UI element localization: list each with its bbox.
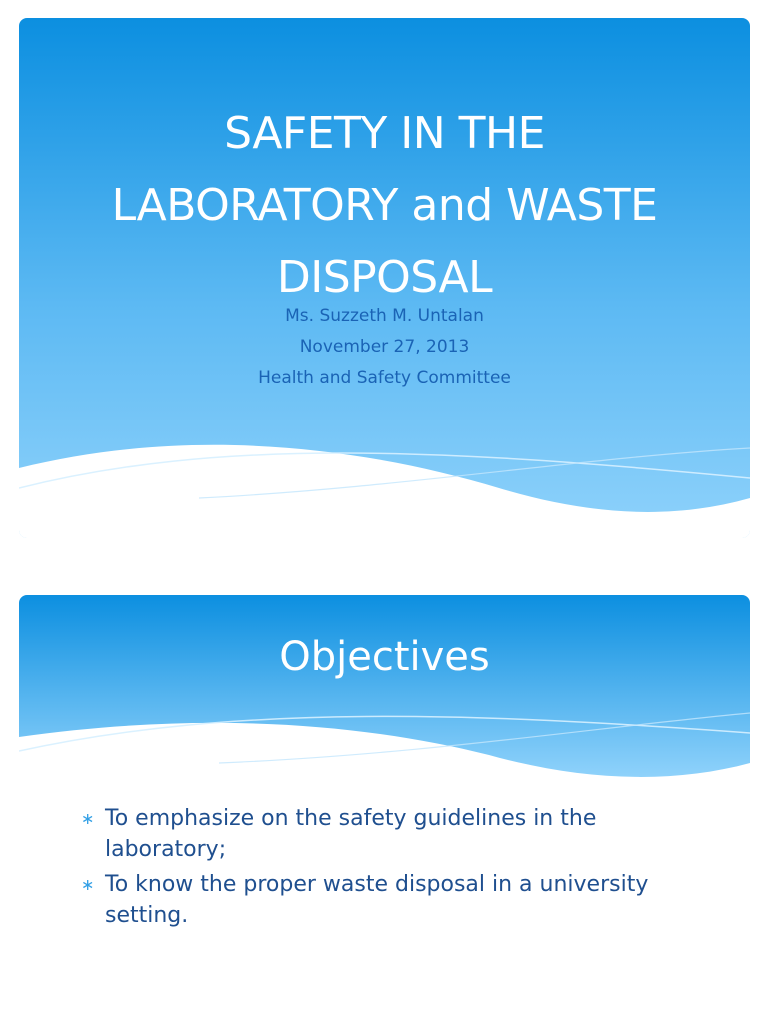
slide-title: Objectives [279,634,490,680]
bullet-line: setting. [105,903,189,928]
list-item [81,869,681,931]
committee-name: Health and Safety Committee [258,368,511,388]
asterisk-bullet-icon: ∗ [81,875,95,894]
list-item [81,803,681,865]
objectives-list [81,803,681,935]
asterisk-bullet-icon: ∗ [81,809,95,828]
bullet-line: To know the proper waste disposal in a university [105,872,649,897]
title-line: LABORATORY and WASTE [111,180,658,231]
presentation-date: November 27, 2013 [299,337,470,357]
objectives-slide [19,595,750,1005]
presenter-name: Ms. Suzzeth M. Untalan [285,306,484,326]
title-line: SAFETY IN THE [224,108,545,159]
bullet-line: laboratory; [105,837,227,862]
title-slide [19,18,750,538]
bullet-line: To emphasize on the safety guidelines in the [105,806,597,831]
slide-title [19,98,750,314]
title-line: DISPOSAL [276,252,493,303]
